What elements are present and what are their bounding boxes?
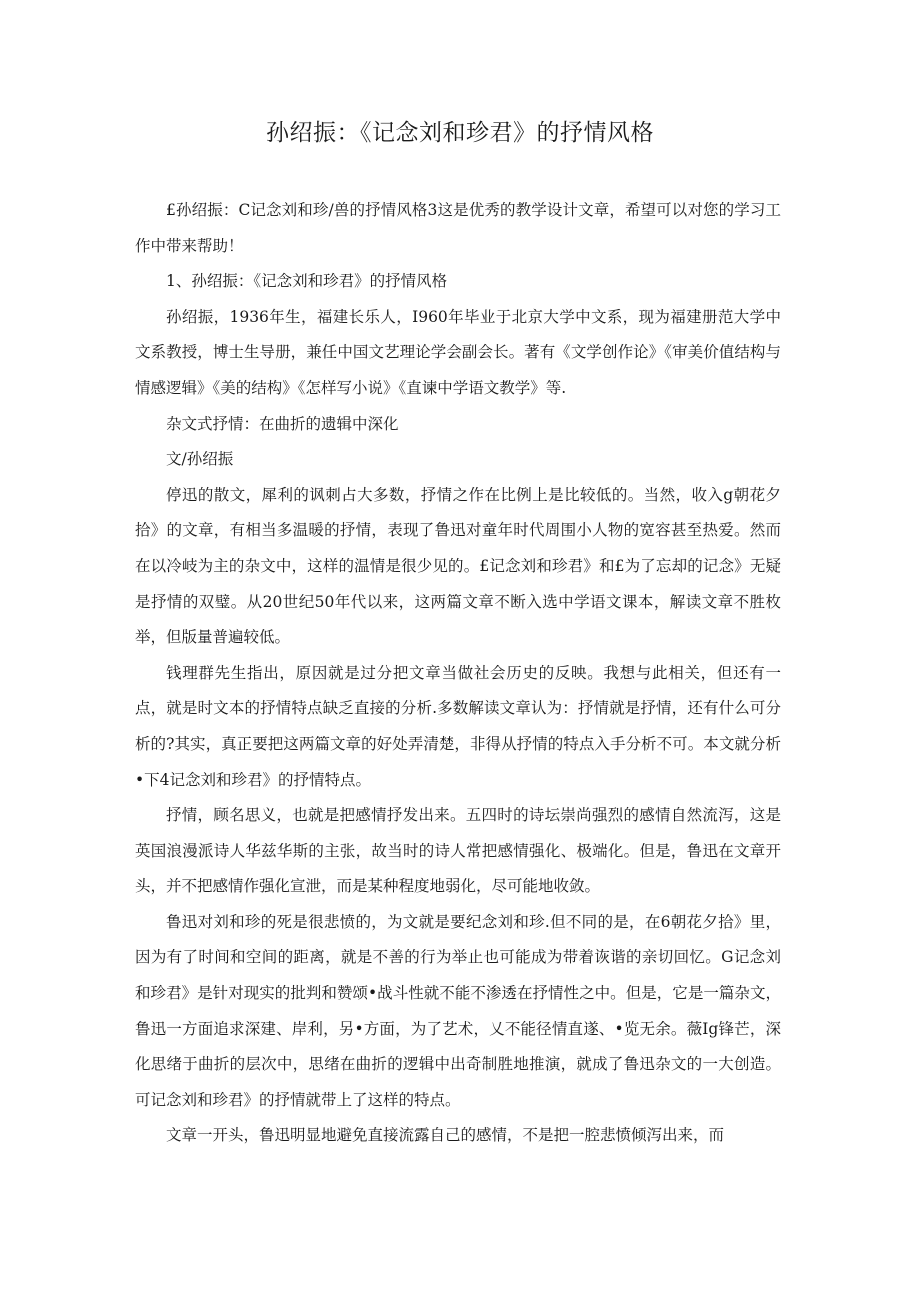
paragraph: 钱理群先生指出，原因就是过分把文章当做社会历史的反映。我想与此相关，但还有一点，就是时文本的抒情特点缺乏直接的分析.多数解读文章认为：抒情就是抒情，还有什么可分析的?其实，真正要把这两篇文章的好处弄清楚，非得从抒情的特点入手分析不可。本文就分析•下4记念刘和珍君》的抒情特点。 [135, 663, 781, 789]
paragraph-author-bio: 孙绍振，1936年生，福建长乐人，I960年毕业于北京大学中文系，现为福建册范大学中文系教授，博士生导册，兼任中国文艺理论学会副会长。著有《文学创作论》《审美价值结构与情感逻辑》《美的结构》《怎样写小说》《直谏中学语文教学》等. [135, 307, 781, 397]
paragraph: 停迅的散文，犀利的讽刺占大多数，抒情之作在比例上是比较低的。当然，收入g朝花夕拾》的文章，有相当多温暖的抒情，表现了鲁迅对童年时代周围小人物的宽容甚至热爱。然而在以冷岐为主的杂文中，这样的温情是很少见的。£记念刘和珍君》和£为了忘却的记念》无疑是抒情的双璧。从20世纪50年代以来，这两篇文章不断入选中学语文课本，解读文章不胜枚举，但版量普遍较低。 [135, 485, 781, 647]
paragraph-intro: £孙绍振：C记念刘和珍/兽的抒情风格3这是优秀的教学设计文章，希望可以对您的学习工作中带来帮助！ [135, 201, 781, 255]
section-heading: 1、孙绍振：《记念刘和珍君》的抒情风格 [166, 272, 448, 291]
paragraph: 抒情，顾名思义，也就是把感情抒发出来。五四时的诗坛崇尚强烈的感情自然流泻，这是英国浪漫派诗人华兹华斯的主张，故当时的诗人常把感情强化、极端化。但是，鲁迅在文章开头，并不把感情作强化宣泄，而是某种程度地弱化，尽可能地收敛。 [135, 806, 781, 896]
article-byline: 文/孙绍振 [166, 450, 234, 469]
paragraph: 鲁迅对刘和珍的死是很悲愤的，为文就是要纪念刘和珍.但不同的是，在6朝花夕拾》里，因为有了时间和空间的距离，就是不善的行为举止也可能成为带着诙谐的亲切回忆。G记念刘和珍君》是针对现实的批判和赞颂•战斗性就不能不渗透在抒情性之中。但是，它是一篇杂文，鲁迅一方面追求深建、岸利，另•方面，为了艺术，乂不能径情直遂、•览无余。薇Ig锋芒，深化思绪于曲折的层次中，思绪在曲折的逻辑中出奇制胜地推演，就成了鲁迅杂文的一大创造。可记念刘和珍君》的抒情就带上了这样的特点。 [135, 912, 781, 1109]
document-body [135, 193, 781, 1154]
article-subtitle: 杂文式抒情：在曲折的遗辑中深化 [166, 414, 399, 433]
document-title: 孙绍振：《记念刘和珍君》的抒情风格 [266, 120, 654, 146]
paragraph: 文章一开头，鲁迅明显地避免直接流露自己的感情，不是把一腔悲愤倾泻出来，而 [166, 1126, 725, 1145]
